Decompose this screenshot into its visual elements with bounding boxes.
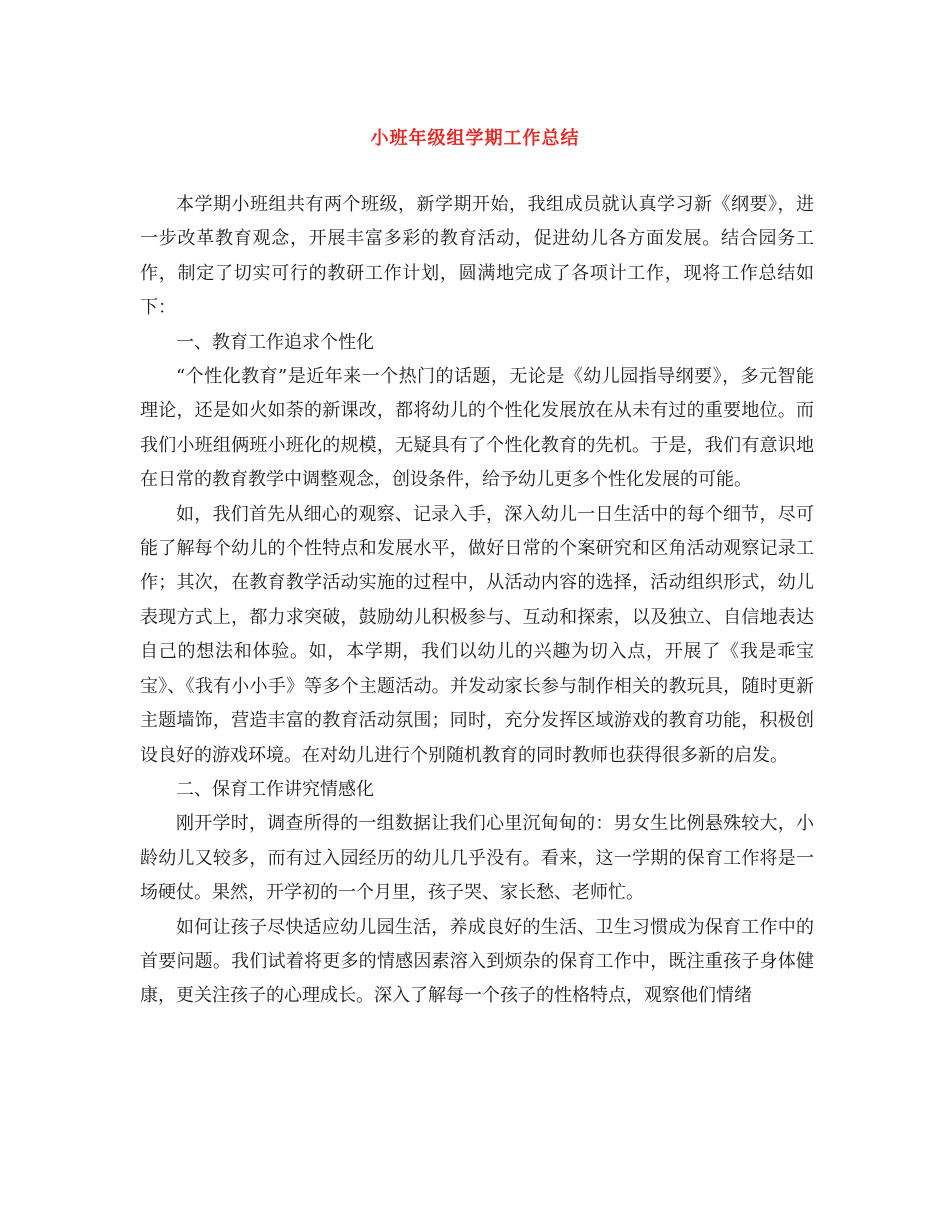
paragraph-intro: 本学期小班组共有两个班级，新学期开始，我组成员就认真学习新《纲要》，进一步改革教育观念，开展丰富多彩的教育活动，促进幼儿各方面发展。结合园务工作，制定了切实可行的教研工作计划，圆满地完成了各项计工作，现将工作总结如下： <box>140 194 814 319</box>
section-heading-care: 二、保育工作讲究情感化 <box>176 778 374 800</box>
paragraph-observation-activities: 如，我们首先从细心的观察、记录入手，深入幼儿一日生活中的每个细节，尽可能了解每个幼儿的个性特点和发展水平，做好日常的个案研究和区角活动观察记录工作；其次，在教育教学活动实施的过程中，从活动内容的选择，活动组织形式，幼儿表现方式上，都力求突破，鼓励幼儿积极参与、互动和探索，以及独立、自信地表达自己的想法和体验。如，本学期，我们以幼儿的兴趣为切入点，开展了《我是乖宝宝》、《我有小小手》等多个主题活动。并发动家长参与制作相关的教玩具，随时更新主题墙饰，营造丰富的教育活动氛围；同时，充分发挥区域游戏的教育功能，积极创设良好的游戏环境。在对幼儿进行个别随机教育的同时教师也获得很多新的启发。 <box>140 503 814 766</box>
paragraph-start-of-term: 刚开学时，调查所得的一组数据让我们心里沉甸甸的：男女生比例悬殊较大，小龄幼儿又较多，而有过入园经历的幼儿几乎没有。看来，这一学期的保育工作将是一场硬仗。果然，开学初的一个月里，孩子哭、家长愁、老师忙。 <box>140 813 814 904</box>
paragraph-adaptation: 如何让孩子尽快适应幼儿园生活，养成良好的生活、卫生习惯成为保育工作中的首要问题。我们试着将更多的情感因素溶入到烦杂的保育工作中，既注重孩子身体健康，更关注孩子的心理成长。深入了解每一个孩子的性格特点，观察他们情绪 <box>140 916 814 1007</box>
document-body <box>140 188 814 1014</box>
section-heading-education: 一、教育工作追求个性化 <box>176 331 374 353</box>
document-title: 小班年级组学期工作总结 <box>370 128 580 149</box>
paragraph-personalized-education: “个性化教育”是近年来一个热门的话题，无论是《幼儿园指导纲要》，多元智能理论，还是如火如荼的新课改，都将幼儿的个性化发展放在从未有过的重要地位。而我们小班组俩班小班化的规模，无疑具有了个性化教育的先机。于是，我们有意识地在日常的教育教学中调整观念，创设条件，给予幼儿更多个性化发展的可能。 <box>140 366 814 491</box>
